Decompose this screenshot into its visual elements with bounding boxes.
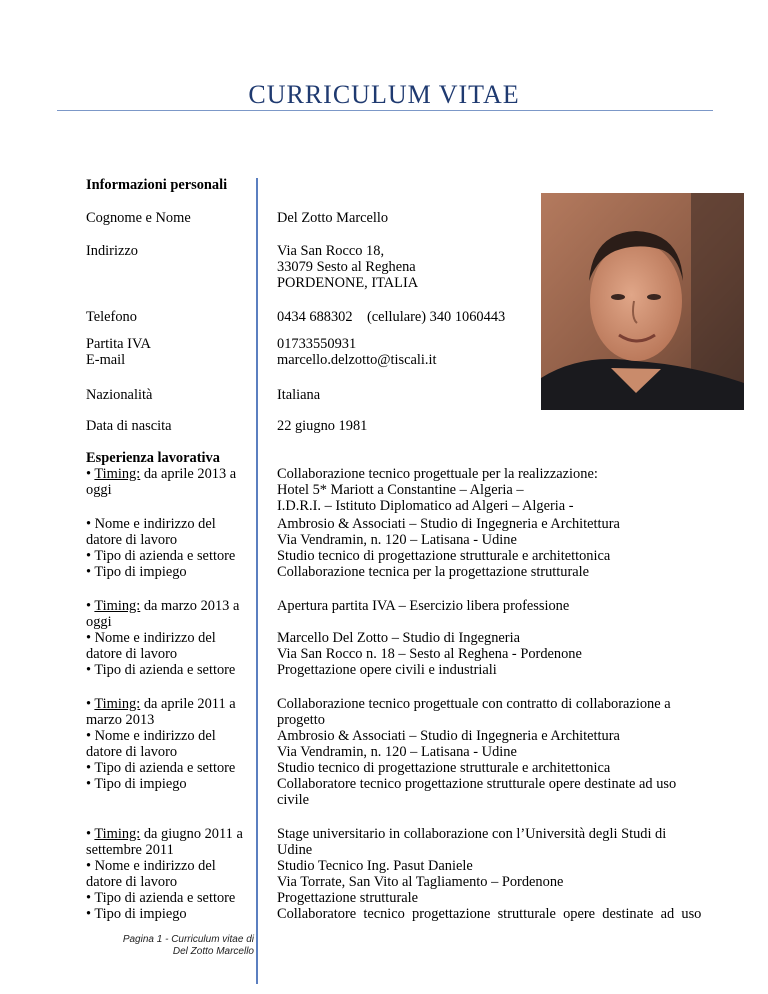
nationality-label: Nazionalità (86, 387, 153, 403)
timing-range: da aprile 2013 a (140, 466, 237, 482)
entry-value: Hotel 5* Mariott a Constantine – Algeria – (277, 482, 524, 498)
bullet: • (86, 466, 92, 482)
title-divider (57, 110, 713, 111)
entry-value: Via Vendramin, n. 120 – Latisana - Udine (277, 532, 517, 548)
timing-label: Timing: (94, 466, 141, 482)
entry-value: Progettazione strutturale (277, 890, 419, 906)
entry-value: Collaborazione tecnica per la progettazione strutturale (277, 564, 590, 580)
timing-range-cont: oggi (86, 482, 112, 498)
field-label: • Tipo di azienda e settore (86, 760, 236, 776)
entry-value: Apertura partita IVA – Esercizio libera professione (277, 598, 570, 614)
field-label: • Nome e indirizzo del (86, 630, 216, 646)
timing-line (86, 466, 236, 482)
entry-value: Marcello Del Zotto – Studio di Ingegneria (277, 630, 520, 646)
email-label: E-mail (86, 352, 126, 368)
page-footer (123, 934, 254, 958)
field-label: • Tipo di impiego (86, 906, 187, 922)
timing-line (86, 826, 243, 842)
entry-value: Studio tecnico di progettazione strutturale e architettonica (277, 760, 611, 776)
footer-line: Pagina 1 - Curriculum vitae di (122, 934, 254, 945)
field-label: • Tipo di azienda e settore (86, 890, 236, 906)
email-value[interactable]: marcello.delzotto@tiscali.it (277, 352, 437, 368)
phone-value: 0434 688302 (cellulare) 340 1060443 (277, 309, 506, 325)
field-label: • Nome e indirizzo del (86, 516, 216, 532)
entry-value: Collaboratore tecnico progettazione strutturale opere destinate ad uso (277, 906, 702, 922)
timing-line (86, 598, 239, 614)
field-label: • Tipo di azienda e settore (86, 662, 236, 678)
field-label: • Tipo di impiego (86, 564, 187, 580)
field-label: • Tipo di impiego (86, 776, 187, 792)
entry-value: Udine (277, 842, 313, 858)
field-label: datore di lavoro (86, 874, 178, 890)
field-label: • Nome e indirizzo del (86, 728, 216, 744)
timing-range: da marzo 2013 a (140, 598, 240, 614)
entry-value: Ambrosio & Associati – Studio di Ingegneria e Architettura (277, 516, 620, 532)
entry-value: Collaborazione tecnico progettuale con contratto di collaborazione a (277, 696, 671, 712)
timing-label: Timing: (94, 598, 141, 614)
section-heading-experience: Esperienza lavorativa (86, 450, 220, 466)
entry-value: Stage universitario in collaborazione con l’Università degli Studi di (277, 826, 667, 842)
entry-value: Via Torrate, San Vito al Tagliamento – Pordenone (277, 874, 564, 890)
section-heading-personal: Informazioni personali (86, 177, 228, 193)
field-label: • Tipo di azienda e settore (86, 548, 236, 564)
field-label: datore di lavoro (86, 744, 178, 760)
birth-value: 22 giugno 1981 (277, 418, 368, 434)
timing-range-cont: marzo 2013 (86, 712, 155, 728)
birth-label: Data di nascita (86, 418, 172, 434)
entry-value: Progettazione opere civili e industriali (277, 662, 497, 678)
entry-value: civile (277, 792, 309, 808)
vat-label: Partita IVA (86, 336, 151, 352)
phone-label: Telefono (86, 309, 137, 325)
field-label: datore di lavoro (86, 646, 178, 662)
column-divider (256, 178, 258, 984)
timing-range: da aprile 2011 a (140, 696, 236, 712)
timing-range: da giugno 2011 a (140, 826, 243, 842)
field-label: • Nome e indirizzo del (86, 858, 216, 874)
bullet: • (86, 598, 92, 614)
profile-photo (541, 193, 744, 410)
timing-range-cont: settembre 2011 (86, 842, 174, 858)
footer-line: Del Zotto Marcello (172, 946, 254, 957)
name-value: Del Zotto Marcello (277, 210, 389, 226)
timing-range-cont: oggi (86, 614, 112, 630)
name-label: Cognome e Nome (86, 210, 191, 226)
entry-value: Collaborazione tecnico progettuale per la realizzazione: (277, 466, 598, 482)
timing-line (86, 696, 236, 712)
entry-value: Via Vendramin, n. 120 – Latisana - Udine (277, 744, 517, 760)
entry-value: Via San Rocco n. 18 – Sesto al Reghena - Pordenone (277, 646, 582, 662)
address-line: Via San Rocco 18, (277, 243, 385, 259)
address-line: PORDENONE, ITALIA (277, 275, 419, 291)
page-title: CURRICULUM VITAE (248, 80, 520, 109)
entry-value: I.D.R.I. – Istituto Diplomatico ad Algeri – Algeria - (277, 498, 574, 514)
nationality-value: Italiana (277, 387, 321, 403)
timing-label: Timing: (94, 826, 141, 842)
portrait-image (541, 193, 744, 410)
bullet: • (86, 826, 92, 842)
entry-value: Ambrosio & Associati – Studio di Ingegneria e Architettura (277, 728, 620, 744)
address-line: 33079 Sesto al Reghena (277, 259, 416, 275)
entry-value: Collaboratore tecnico progettazione strutturale opere destinate ad uso (277, 776, 677, 792)
entry-value: Studio Tecnico Ing. Pasut Daniele (277, 858, 473, 874)
vat-value: 01733550931 (277, 336, 357, 352)
entry-value: Studio tecnico di progettazione strutturale e architettonica (277, 548, 611, 564)
entry-value: progetto (277, 712, 325, 728)
bullet: • (86, 696, 92, 712)
address-label: Indirizzo (86, 243, 138, 259)
field-label: datore di lavoro (86, 532, 178, 548)
timing-label: Timing: (94, 696, 141, 712)
